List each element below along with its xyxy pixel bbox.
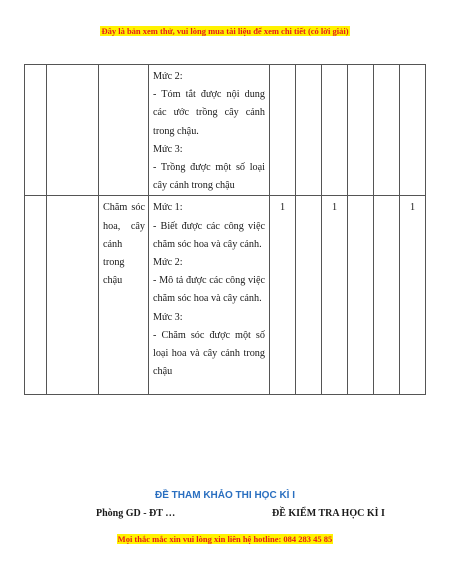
count-cell <box>296 65 322 196</box>
requirement-cell <box>149 196 270 395</box>
table-cell <box>47 196 99 395</box>
hotline-banner: Mọi thắc mắc xin vui lòng xin liên hệ hotline: 084 283 45 85 <box>117 534 333 544</box>
requirement-text: - Chăm sóc được một số loại hoa và cây cảnh trong chậu <box>153 329 265 378</box>
level-label: Mức 2: <box>153 257 183 269</box>
section-title: ĐỀ THAM KHẢO THI HỌC KÌ I <box>155 490 295 501</box>
level-label: Mức 3: <box>153 311 183 323</box>
count-cell: 1 <box>270 196 296 395</box>
count-cell <box>348 65 374 196</box>
exam-title: ĐỀ KIỂM TRA HỌC KÌ I <box>272 508 385 519</box>
table-row <box>25 65 426 196</box>
level-label: Mức 3: <box>153 143 183 155</box>
count-cell: 1 <box>400 196 426 395</box>
table-cell <box>47 65 99 196</box>
topic-cell <box>99 65 149 196</box>
requirement-text: - Biết được các công việc chăm sóc hoa và cây cảnh. <box>153 220 265 250</box>
count-cell <box>400 65 426 196</box>
requirement-text: - Tóm tắt được nội dung các ước trồng cây cảnh trong chậu. <box>153 89 265 137</box>
department-label: Phòng GD - ĐT … <box>96 508 176 519</box>
level-label: Mức 1: <box>153 202 183 214</box>
level-label: Mức 2: <box>153 71 183 82</box>
count-cell <box>270 65 296 196</box>
count-cell <box>374 196 400 395</box>
table-cell <box>25 196 47 395</box>
count-cell <box>348 196 374 395</box>
count-cell <box>322 65 348 196</box>
content-matrix-table <box>24 64 426 395</box>
table-row <box>25 196 426 395</box>
count-cell <box>296 196 322 395</box>
topic-cell: Chăm sóc hoa, cây cảnh trong chậu <box>99 196 149 395</box>
table-cell <box>25 65 47 196</box>
count-cell <box>374 65 400 196</box>
requirement-text: - Trồng được một số loại cây cảnh trong chậu <box>153 162 265 192</box>
requirement-cell <box>149 65 270 196</box>
count-cell: 1 <box>322 196 348 395</box>
requirement-text: - Mô tả được các công việc chăm sóc hoa và cây cảnh. <box>153 275 265 305</box>
preview-notice-banner: Đây là bản xem thử, vui lòng mua tài liệu để xem chi tiết (có lời giải) <box>101 26 349 36</box>
